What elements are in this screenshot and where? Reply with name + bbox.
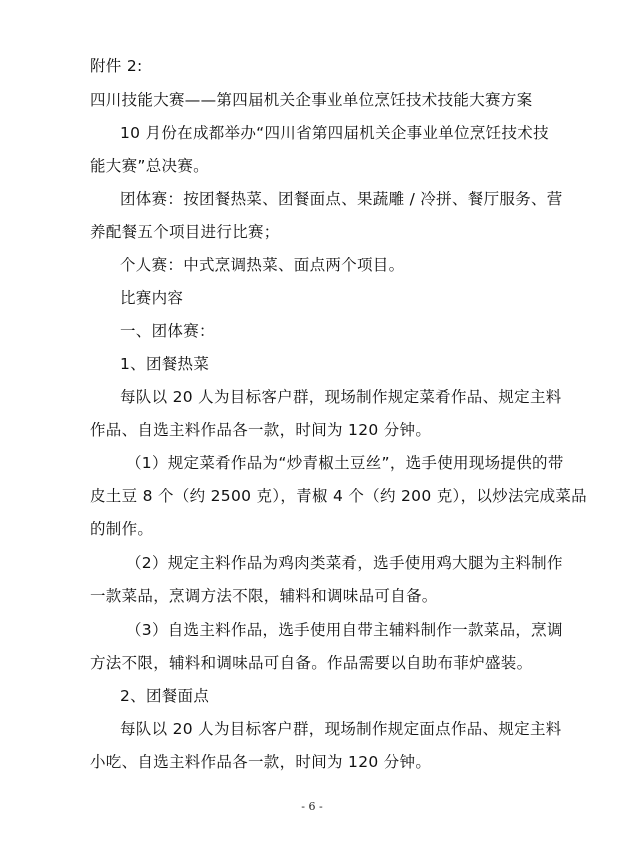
item1-sub1-line-1: （1）规定菜肴作品为“炒青椒土豆丝”，选手使用现场提供的带 xyxy=(126,454,564,472)
item1-sub3-line-1: （3）自选主料作品，选手使用自带主辅料制作一款菜品，烹调 xyxy=(126,621,563,639)
intro-line-1: 10 月份在成都举办“四川省第四届机关企事业单位烹饪技术技 xyxy=(120,124,549,142)
page-number: - 6 - xyxy=(301,800,323,813)
item1-para-line-1: 每队以 20 人为目标客户群，现场制作规定菜肴作品、规定主料 xyxy=(120,388,562,406)
intro-line-2: 能大赛”总决赛。 xyxy=(90,157,209,175)
item2-heading: 2、团餐面点 xyxy=(120,687,210,705)
item1-sub2-line-1: （2）规定主料作品为鸡肉类菜肴，选手使用鸡大腿为主料制作 xyxy=(126,554,563,572)
team-event-line-2: 养配餐五个项目进行比赛； xyxy=(90,223,280,241)
item1-sub1-line-2: 皮土豆 8 个（约 2500 克），青椒 4 个（约 200 克），以炒法完成菜品 xyxy=(90,487,587,505)
item2-para-line-2: 小吃、自选主料作品各一款，时间为 120 分钟。 xyxy=(90,753,432,771)
individual-event: 个人赛：中式烹调热菜、面点两个项目。 xyxy=(120,256,405,274)
part1-heading: 一、团体赛： xyxy=(120,322,215,340)
item2-para-line-1: 每队以 20 人为目标客户群，现场制作规定面点作品、规定主料 xyxy=(120,720,562,738)
item1-para-line-2: 作品、自选主料作品各一款，时间为 120 分钟。 xyxy=(90,421,432,439)
attachment-label: 附件 2: xyxy=(90,57,143,75)
section-heading: 比赛内容 xyxy=(120,289,184,307)
team-event-line-1: 团体赛：按团餐热菜、团餐面点、果蔬雕 / 冷拼、餐厅服务、营 xyxy=(120,190,563,208)
item1-sub3-line-2: 方法不限，辅料和调味品可自备。作品需要以自助布菲炉盛装。 xyxy=(90,654,533,672)
item1-sub1-line-3: 的制作。 xyxy=(90,520,154,538)
item1-heading: 1、团餐热菜 xyxy=(120,355,210,373)
item1-sub2-line-2: 一款菜品，烹调方法不限，辅料和调味品可自备。 xyxy=(90,587,438,605)
document-title: 四川技能大赛——第四届机关企事业单位烹饪技术技能大赛方案 xyxy=(90,91,533,109)
